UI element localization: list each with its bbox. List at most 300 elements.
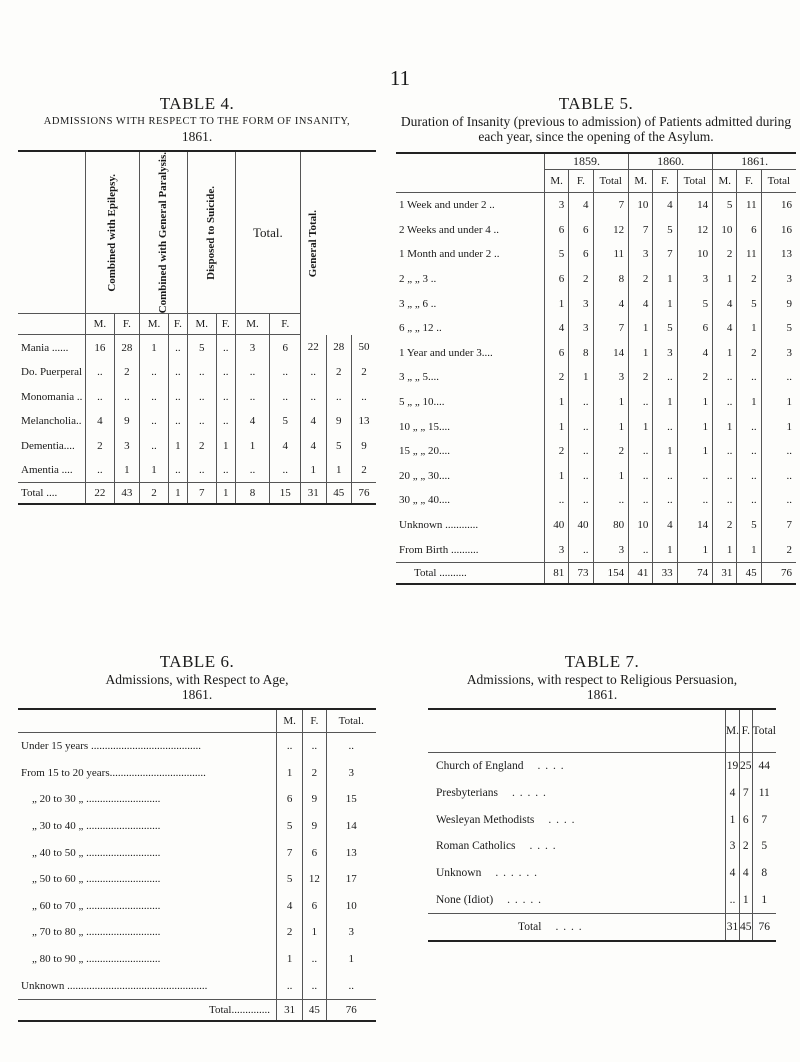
cell-value: 1 [713,341,737,366]
cell-value: .. [653,488,677,513]
cell-value: 14 [677,193,713,218]
cell-value: .. [326,972,376,999]
head-f: F. [270,314,301,335]
table-row [396,537,796,562]
cell-value: 1 [114,458,139,483]
cell-value: .. [629,464,653,489]
cell-value: 7 [593,193,629,218]
row-label: „ 20 to 30 „ ........................... [32,793,161,806]
page-number: 11 [389,66,411,90]
head-f: F. [303,709,326,733]
cell-value: .. [713,439,737,464]
table-row [396,267,796,292]
head-total: Total [593,170,629,193]
cell-value: 16 [86,335,115,360]
cell-value: 1 [737,390,761,415]
cell-value: 14 [677,513,713,538]
cell-value: 5 [752,833,776,860]
cell-value: .. [86,458,115,483]
cell-value: .. [737,439,761,464]
row-label: Total.............. [18,999,277,1021]
year-1859: 1859. [545,153,629,170]
cell-value: 1 [216,483,235,505]
cell-value: 2 [86,433,115,458]
cell-value: 2 [713,242,737,267]
row-label: Unknown ............ [399,519,479,532]
cell-value: 1 [326,458,351,483]
row-label-cell [428,914,725,942]
table-row [18,786,376,813]
table-row [18,433,376,458]
cell-value: 73 [569,562,593,584]
cell-value: 3 [677,267,713,292]
cell-value: .. [629,439,653,464]
cell-value: 4 [725,860,739,887]
cell-value: 76 [326,999,376,1021]
cell-value: 1 [737,537,761,562]
row-label: „ 80 to 90 „ ........................... [32,953,161,966]
row-label: „ 60 to 70 „ ........................... [32,899,161,912]
cell-value: 8 [593,267,629,292]
cell-value: 2 [326,360,351,385]
table-row [396,341,796,366]
total-row [396,562,796,584]
cell-value: .. [713,488,737,513]
cell-value: 1 [569,365,593,390]
cell-value: .. [737,488,761,513]
cell-value: 13 [351,409,376,434]
cell-value: 2 [277,919,303,946]
cell-value: .. [168,335,187,360]
cell-value: 8 [752,860,776,887]
cell-value: 76 [752,914,776,942]
cell-value: 1 [277,760,303,787]
cell-value: 74 [677,562,713,584]
table-row [396,365,796,390]
cell-value: 3 [326,760,376,787]
row-dots: . . . . . [511,787,547,800]
cell-value: 13 [326,839,376,866]
table-row [428,780,776,807]
cell-value: .. [629,390,653,415]
cell-value: 31 [301,483,326,505]
cell-value: 9 [326,409,351,434]
row-label: Do. Puerperal [21,366,83,379]
cell-value: 8 [569,341,593,366]
table-row [18,813,376,840]
cell-value: 1 [713,537,737,562]
cell-value: 40 [545,513,569,538]
head-m: M. [86,314,115,335]
row-label: Melancholia.. [21,415,82,428]
cell-value: 5 [187,335,216,360]
cell-value: 7 [653,242,677,267]
cell-value: .. [114,384,139,409]
cell-value: 5 [653,316,677,341]
cell-value: .. [216,335,235,360]
table-row [18,384,376,409]
cell-value: 3 [114,433,139,458]
cell-value: 1 [653,390,677,415]
row-label: 2 Weeks and under 4 .. [399,223,500,236]
head-total: Total [677,170,713,193]
cell-value: .. [235,458,270,483]
cell-value: 7 [629,218,653,243]
cell-value: .. [86,384,115,409]
cell-value: 2 [629,365,653,390]
cell-value: 1 [653,267,677,292]
cell-value: 1 [677,414,713,439]
cell-value: .. [301,360,326,385]
table-7-subtitle: Admissions, with respect to Religious Persuasion, [466,672,738,687]
head-m: M. [629,170,653,193]
cell-value: 7 [187,483,216,505]
table-5-subtitle-1: Duration of Insanity (previous to admission) of Patients admitted during [400,114,792,129]
cell-value: 5 [545,242,569,267]
row-label: Dementia.... [21,439,75,452]
cell-value: 81 [545,562,569,584]
cell-value: 3 [569,291,593,316]
head-f: F. [216,314,235,335]
cell-value: 50 [351,335,376,360]
table-row [396,414,796,439]
row-label: Total [518,921,542,934]
row-label: Under 15 years ........................................ [21,740,201,753]
cell-value: 4 [277,893,303,920]
cell-value: .. [140,433,169,458]
cell-value: 1 [713,414,737,439]
cell-value: 4 [545,316,569,341]
cell-value: 2 [569,267,593,292]
head-m: M. [725,709,739,753]
cell-value: 1 [761,390,796,415]
cell-value: 6 [569,242,593,267]
cell-value: .. [168,384,187,409]
cell-value: 5 [270,409,301,434]
cell-value: 1 [301,458,326,483]
cell-value: .. [761,365,796,390]
cell-value: 45 [737,562,761,584]
table-row [428,886,776,913]
cell-value: 7 [761,513,796,538]
table-4-title: TABLE 4. [159,94,235,113]
row-label: Unknown [436,867,482,880]
table-row [18,893,376,920]
table-row [18,919,376,946]
cell-value: 6 [569,218,593,243]
cell-value: 2 [713,513,737,538]
table-row [18,335,376,360]
cell-value: .. [569,414,593,439]
head-f: F. [740,709,753,753]
cell-value: 11 [752,780,776,807]
col-head-general-total: General Total. [307,209,320,278]
cell-value: 4 [677,341,713,366]
cell-value: .. [569,537,593,562]
cell-value: 1 [326,946,376,973]
cell-value: 4 [270,433,301,458]
head-m: M. [140,314,169,335]
cell-value: 4 [653,513,677,538]
cell-value: .. [569,464,593,489]
row-label: Amentia .... [21,464,73,477]
cell-value: 2 [629,267,653,292]
row-label: 3 „ „ 5.... [399,371,440,384]
cell-value: .. [168,409,187,434]
head-m: M. [187,314,216,335]
cell-value: .. [545,488,569,513]
cell-value: 1 [677,537,713,562]
cell-value: 28 [326,335,351,360]
cell-value: .. [677,464,713,489]
cell-value: 4 [569,193,593,218]
cell-value: .. [301,384,326,409]
cell-value: 45 [326,483,351,505]
row-dots: . . . . . . [495,867,538,880]
cell-value: 2 [545,439,569,464]
cell-value: .. [235,360,270,385]
cell-value: 4 [235,409,270,434]
cell-value: 3 [545,193,569,218]
table-7 [428,652,776,942]
cell-value: 12 [303,866,326,893]
cell-value: 10 [713,218,737,243]
cell-value: 3 [725,833,739,860]
cell-value: 28 [114,335,139,360]
cell-value: 3 [653,341,677,366]
table-6-grid [18,708,376,1022]
cell-value: 1 [168,433,187,458]
table-row [18,972,376,999]
row-label-cell [428,886,725,913]
cell-value: 10 [629,193,653,218]
row-label-cell [428,780,725,807]
table-7-title: TABLE 7. [564,652,640,671]
row-label: „ 70 to 80 „ ........................... [32,926,161,939]
cell-value: .. [713,464,737,489]
row-label: 1 Year and under 3.... [399,346,493,359]
cell-value: 16 [761,193,796,218]
cell-value: 13 [761,242,796,267]
table-4-corner [18,151,86,314]
cell-value: 3 [593,365,629,390]
row-label: 20 „ „ 30.... [399,469,451,482]
row-dots: . . . . [537,760,565,773]
cell-value: 10 [629,513,653,538]
row-label: Total .... [18,483,86,505]
cell-value: 6 [677,316,713,341]
cell-value: 5 [326,433,351,458]
col-head-total: Total. [235,151,300,314]
head-total: Total [752,709,776,753]
row-label-cell [428,833,725,860]
cell-value: .. [277,972,303,999]
cell-value: .. [216,409,235,434]
head-f: F. [569,170,593,193]
cell-value: 11 [593,242,629,267]
row-label: „ 40 to 50 „ ........................... [32,846,161,859]
table-7-year: 1861. [586,687,618,702]
cell-value: .. [713,365,737,390]
cell-value: 2 [737,267,761,292]
table-5-title: TABLE 5. [558,94,634,113]
cell-value: 2 [351,360,376,385]
cell-value: 7 [593,316,629,341]
cell-value: 1 [752,886,776,913]
cell-value: 5 [653,218,677,243]
table-row [18,458,376,483]
cell-value: 41 [629,562,653,584]
cell-value: 19 [725,753,739,780]
cell-value: 8 [235,483,270,505]
cell-value: 6 [303,893,326,920]
cell-value: 4 [86,409,115,434]
cell-value: .. [737,365,761,390]
cell-value: .. [216,458,235,483]
table-4-year: 1861. [181,129,213,144]
table-row [428,753,776,780]
row-dots: . . . . . [507,893,543,906]
row-dots: . . . . [548,813,576,826]
cell-value: 9 [303,786,326,813]
cell-value: 1 [545,414,569,439]
row-label: Mania ...... [21,341,69,354]
cell-value: 2 [737,341,761,366]
cell-value: 6 [740,806,753,833]
cell-value: .. [629,537,653,562]
table-4-subtitle: ADMISSIONS WITH RESPECT TO THE FORM OF INSANITY, [43,116,351,127]
row-label: Roman Catholics [436,840,516,853]
row-label: 10 „ „ 15.... [399,420,451,433]
cell-value: .. [216,384,235,409]
cell-value: 2 [761,537,796,562]
year-1861: 1861. [713,153,796,170]
cell-value: 31 [277,999,303,1021]
cell-value: 1 [761,414,796,439]
cell-value: .. [216,360,235,385]
table-6-corner [18,709,277,733]
row-label: Monomania .. [21,390,83,403]
cell-value: 17 [326,866,376,893]
cell-value: 4 [740,860,753,887]
cell-value: .. [168,360,187,385]
cell-value: 7 [752,806,776,833]
cell-value: .. [86,360,115,385]
cell-value: 2 [351,458,376,483]
table-row [18,946,376,973]
table-row [396,488,796,513]
cell-value: .. [569,488,593,513]
cell-value: .. [235,384,270,409]
cell-value: 1 [677,390,713,415]
cell-value: .. [187,458,216,483]
cell-value: 43 [114,483,139,505]
cell-value: 1 [725,806,739,833]
cell-value: 4 [301,433,326,458]
cell-value: 1 [545,464,569,489]
cell-value: 11 [737,242,761,267]
cell-value: 1 [629,341,653,366]
cell-value: 1 [303,919,326,946]
cell-value: 7 [277,839,303,866]
table-5 [396,94,796,585]
cell-value: 31 [725,914,739,942]
cell-value: 1 [737,316,761,341]
cell-value: 5 [713,193,737,218]
table-row [18,866,376,893]
head-m: M. [235,314,270,335]
cell-value: .. [761,488,796,513]
cell-value: 14 [593,341,629,366]
row-label: Unknown ................................................... [21,979,208,992]
table-row [18,839,376,866]
table-row [18,409,376,434]
cell-value: 44 [752,753,776,780]
table-5-subtitle-2: each year, since the opening of the Asylum. [478,129,714,144]
cell-value: 2 [187,433,216,458]
cell-value: .. [653,365,677,390]
row-label: „ 50 to 60 „ ........................... [32,873,161,886]
cell-value: 1 [677,439,713,464]
cell-value: 6 [545,267,569,292]
cell-value: .. [677,488,713,513]
head-m: M. [277,709,303,733]
cell-value: 6 [545,218,569,243]
cell-value: 11 [737,193,761,218]
cell-value: 1 [140,458,169,483]
cell-value: 1 [713,267,737,292]
cell-value: 1 [653,439,677,464]
total-row [18,483,376,505]
cell-value: 2 [593,439,629,464]
table-row [396,390,796,415]
cell-value: 14 [326,813,376,840]
cell-value: 15 [326,786,376,813]
cell-value: .. [653,464,677,489]
row-label: 3 „ „ 6 .. [399,297,437,310]
table-row [396,218,796,243]
cell-value: .. [187,384,216,409]
cell-value: 6 [270,335,301,360]
row-label: „ 30 to 40 „ ........................... [32,820,161,833]
table-row [396,439,796,464]
cell-value: 1 [629,414,653,439]
table-5-corner [396,153,545,193]
row-label: 6 „ „ 12 .. [399,322,442,335]
cell-value: 33 [653,562,677,584]
cell-value: 1 [168,483,187,505]
cell-value: .. [277,733,303,760]
table-6-subtitle: Admissions, with Respect to Age, [105,672,289,687]
cell-value: 6 [737,218,761,243]
cell-value: .. [351,384,376,409]
head-f: F. [653,170,677,193]
table-row [396,291,796,316]
head-total: Total [761,170,796,193]
table-6 [18,652,376,1022]
cell-value: 4 [653,193,677,218]
cell-value: .. [761,464,796,489]
cell-value: 3 [569,316,593,341]
cell-value: 10 [677,242,713,267]
cell-value: 4 [713,291,737,316]
row-label: Presbyterians [436,787,498,800]
cell-value: 15 [270,483,301,505]
cell-value: 45 [740,914,753,942]
row-label: Wesleyan Methodists [436,813,535,826]
cell-value: 16 [761,218,796,243]
cell-value: 4 [713,316,737,341]
